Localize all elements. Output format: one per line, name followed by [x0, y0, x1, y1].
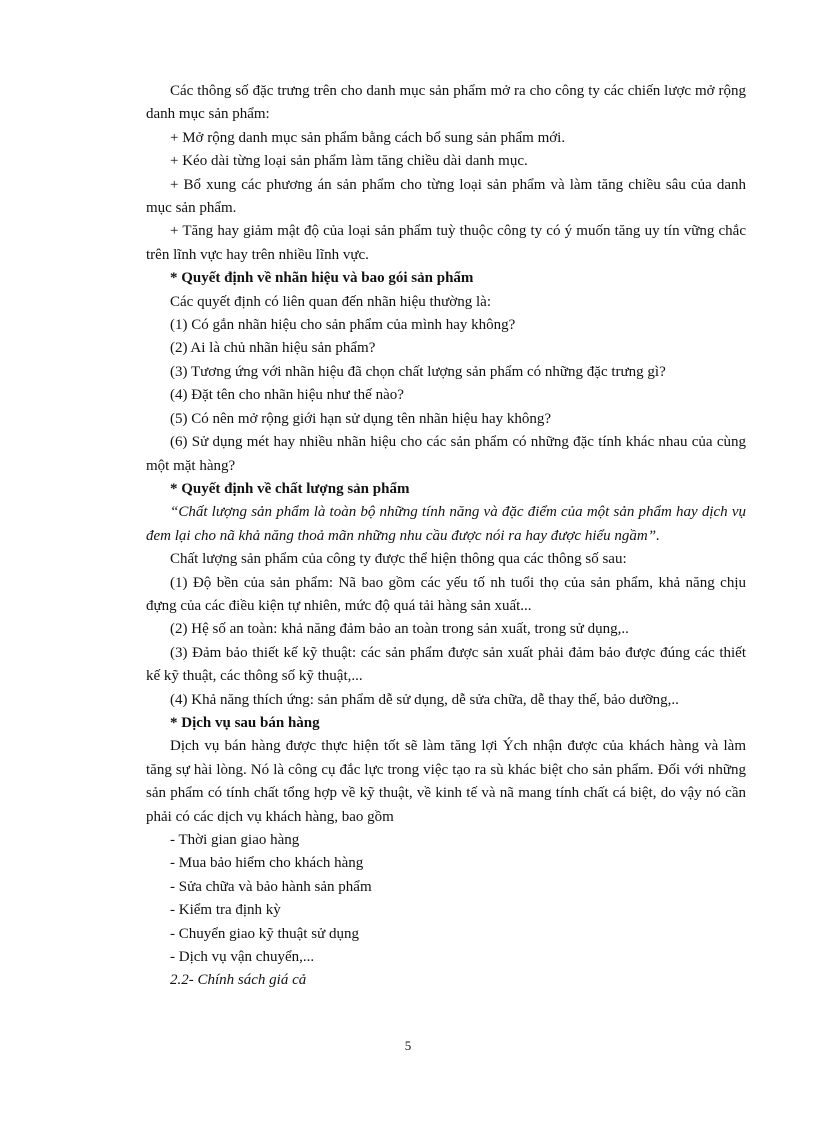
strategy-item-1: + Mở rộng danh mục sản phẩm bằng cách bổ sung sản phẩm mới.	[170, 129, 566, 146]
quality-param-3: (3) Đảm bảo thiết kế kỹ thuật: các sản phẩm được sản xuất phải đảm bảo được đúng các thiết kế kỹ thuật, các thông số kỹ thuật,...	[146, 644, 746, 685]
heading-after-sales: * Dịch vụ sau bán hàng	[170, 714, 320, 731]
service-item-4: - Kiểm tra định kỳ	[170, 902, 281, 919]
quality-param-4: (4) Khả năng thích ứng: sản phẩm dễ sử dụng, dễ sửa chữa, dễ thay thế, bảo dưỡng,..	[170, 691, 679, 708]
strategy-item-2: + Kéo dài từng loại sản phẩm làm tăng chiều dài danh mục.	[170, 153, 528, 170]
after-sales-paragraph: Dịch vụ bán hàng được thực hiện tốt sẽ làm tăng lợi Ých nhận được của khách hàng và làm tăng sự hài lòng. Nó là công cụ đắc lực trong việc tạo ra sù khác biệt cho sản phẩm. Đối với những sản phẩm có tính chất tổng hợp về kỹ thuật, về kinh tế và nã mang tính chất cá biệt, do vậy nó cần phải có các dịch vụ khách hàng, bao gồm	[146, 738, 746, 825]
brand-question-1: (1) Có gắn nhãn hiệu cho sản phẩm của mình hay không?	[170, 317, 516, 334]
brand-question-6: (6) Sử dụng mét hay nhiều nhãn hiệu cho các sản phẩm có những đặc tính khác nhau của cùng một mặt hàng?	[146, 434, 746, 474]
brand-intro: Các quyết định có liên quan đến nhãn hiệu thường là:	[170, 293, 491, 310]
service-item-1: - Thời gian giao hàng	[170, 832, 300, 848]
brand-question-4: (4) Đặt tên cho nhãn hiệu như thế nào?	[170, 387, 404, 404]
page-body	[146, 80, 746, 993]
brand-question-3: (3) Tương ứng với nhãn hiệu đã chọn chất lượng sản phẩm có những đặc trưng gì?	[170, 363, 666, 380]
service-item-6: - Dịch vụ vận chuyển,...	[170, 949, 315, 966]
service-item-3: - Sửa chữa và bảo hành sản phẩm	[170, 878, 372, 895]
quality-param-1: (1) Độ bền của sản phẩm: Nã bao gồm các yếu tố nh tuổi thọ của sản phẩm, khả năng chịu đựng của các điều kiện tự nhiên, mức độ quá tải hàng sản xuất...	[146, 574, 746, 614]
section-heading-pricing: 2.2- Chính sách giá cả	[170, 972, 307, 989]
service-item-5: - Chuyển giao kỹ thuật sử dụng	[170, 925, 359, 942]
heading-brand-packaging: * Quyết định về nhãn hiệu và bao gói sản phẩm	[170, 270, 474, 287]
quality-intro: Chất lượng sản phẩm của công ty được thể hiện thông qua các thông số sau:	[170, 551, 627, 568]
page-number: 5	[404, 1038, 412, 1053]
intro-paragraph: Các thông số đặc trưng trên cho danh mục sản phẩm mở ra cho công ty các chiến lược mở rộng danh mục sản phẩm:	[146, 83, 746, 123]
strategy-item-3: + Bổ xung các phương án sản phẩm cho từng loại sản phẩm và làm tăng chiều sâu của danh mục sản phẩm.	[146, 176, 746, 217]
service-item-2: - Mua bảo hiểm cho khách hàng	[170, 855, 364, 872]
brand-question-2: (2) Ai là chủ nhãn hiệu sản phẩm?	[170, 340, 376, 357]
quality-definition: “Chất lượng sản phẩm là toàn bộ những tính năng và đặc điểm của một sản phẩm hay dịch vụ đem lại cho nã khả năng thoả mãn những nhu cầu được nói ra hay được hiểu ngầm”.	[146, 504, 746, 544]
brand-question-5: (5) Có nên mở rộng giới hạn sử dụng tên nhãn hiệu hay không?	[170, 410, 552, 427]
heading-product-quality: * Quyết định về chất lượng sản phẩm	[170, 480, 410, 497]
quality-param-2: (2) Hệ số an toàn: khả năng đảm bảo an toàn trong sản xuất, trong sử dụng,..	[170, 621, 629, 638]
strategy-item-4: + Tăng hay giảm mật độ của loại sản phẩm tuỳ thuộc công ty có ý muốn tăng uy tín vững chắc trên lĩnh vực hay trên nhiều lĩnh vực.	[146, 223, 746, 263]
